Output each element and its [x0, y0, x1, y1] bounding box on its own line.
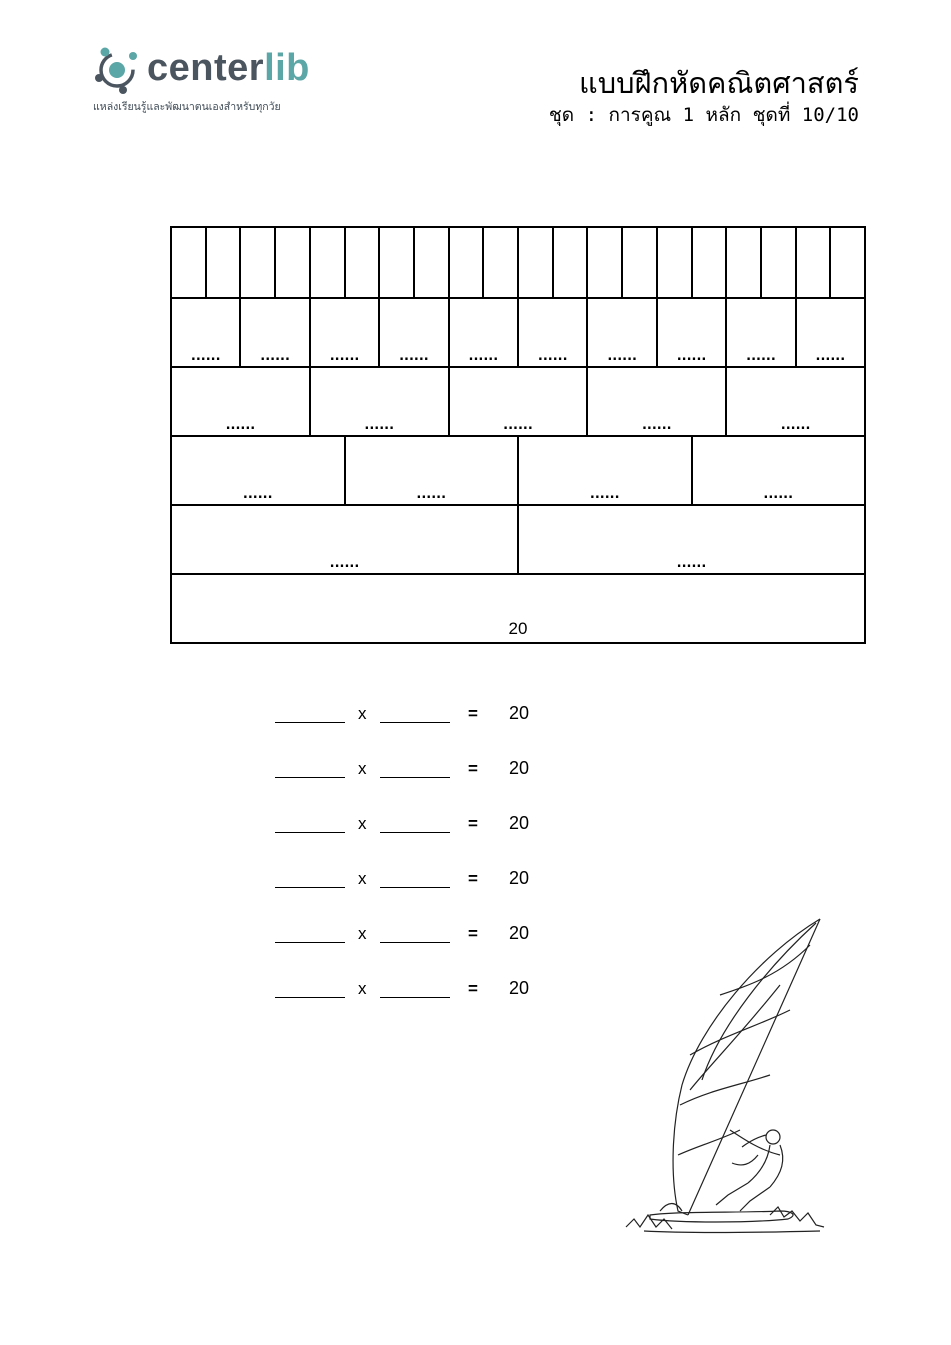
factor-blank[interactable] — [275, 942, 345, 943]
product-value: 20 — [509, 813, 530, 833]
grid-cell[interactable] — [448, 299, 517, 366]
blank-placeholder: ...... — [260, 349, 290, 364]
factor-blank[interactable] — [380, 777, 450, 778]
equals-sign: = — [468, 979, 478, 998]
grid-cell[interactable] — [760, 228, 795, 297]
blank-placeholder: ...... — [503, 418, 533, 433]
equals-sign: = — [468, 759, 478, 778]
blank-placeholder: ...... — [815, 349, 846, 364]
blank-placeholder: ...... — [607, 349, 637, 364]
grid-cell[interactable] — [172, 228, 205, 297]
factor-blank[interactable] — [275, 832, 345, 833]
equation-row — [275, 810, 575, 840]
grid-row — [172, 435, 864, 504]
equation-row — [275, 975, 575, 1005]
grid-cell[interactable] — [239, 228, 274, 297]
grid-cell[interactable] — [239, 299, 308, 366]
grid-cell[interactable] — [378, 299, 447, 366]
grid-cell[interactable] — [517, 228, 552, 297]
grid-cell[interactable] — [829, 228, 864, 297]
page-title: แบบฝึกหัดคณิตศาสตร์ — [579, 66, 859, 100]
page-subtitle: ชุด : การคูณ 1 หลัก ชุดที่ 10/10 — [548, 104, 859, 126]
grid-cell[interactable] — [172, 506, 517, 573]
equation-row — [275, 865, 575, 895]
blank-placeholder: ...... — [763, 487, 794, 502]
multiply-sign: x — [358, 979, 367, 998]
grid-cell[interactable] — [172, 299, 239, 366]
factor-blank[interactable] — [275, 777, 345, 778]
grid-cell[interactable] — [274, 228, 309, 297]
multiply-sign: x — [358, 704, 367, 723]
grid-cell[interactable] — [725, 368, 864, 435]
product-value: 20 — [509, 978, 530, 998]
blank-placeholder: ...... — [242, 487, 273, 502]
grid-cell[interactable] — [448, 228, 483, 297]
blank-placeholder: ...... — [537, 349, 568, 364]
grid-cell[interactable] — [309, 228, 344, 297]
grid-cell[interactable] — [309, 368, 448, 435]
grid-cell[interactable] — [413, 228, 448, 297]
multiply-sign: x — [358, 814, 367, 833]
equation-row — [275, 920, 575, 950]
grid-cell[interactable] — [172, 368, 309, 435]
blank-placeholder: ...... — [589, 487, 620, 502]
number-bond-grid — [170, 226, 866, 644]
grid-row — [172, 504, 864, 573]
blank-placeholder: ...... — [416, 487, 447, 502]
logo-tagline: แหล่งเรียนรู้และพัฒนาตนเองสำหรับทุกวัย — [93, 101, 281, 113]
equals-sign: = — [468, 924, 478, 943]
factor-blank[interactable] — [275, 722, 345, 723]
product-value: 20 — [509, 923, 530, 943]
brand-logo — [93, 40, 353, 120]
blank-placeholder: ...... — [190, 349, 221, 364]
equals-sign: = — [468, 814, 478, 833]
windsurfer-icon — [620, 915, 830, 1235]
grid-cell[interactable] — [725, 228, 760, 297]
blank-placeholder: ...... — [399, 349, 429, 364]
factor-blank[interactable] — [275, 997, 345, 998]
equals-sign: = — [468, 869, 478, 888]
grid-cell[interactable] — [344, 437, 518, 504]
blank-placeholder: ...... — [780, 418, 811, 433]
grid-cell[interactable] — [691, 228, 726, 297]
blank-placeholder: ...... — [468, 349, 499, 364]
grid-cell[interactable] — [586, 228, 621, 297]
grid-row — [172, 573, 864, 642]
grid-cell[interactable] — [725, 299, 794, 366]
blank-placeholder: ...... — [676, 556, 707, 571]
grid-cell[interactable] — [205, 228, 240, 297]
grid-cell[interactable] — [586, 299, 655, 366]
blank-placeholder: ...... — [364, 418, 395, 433]
grid-cell[interactable] — [172, 575, 864, 642]
multiply-sign: x — [358, 924, 367, 943]
multiply-sign: x — [358, 759, 367, 778]
grid-cell[interactable] — [378, 228, 413, 297]
grid-cell[interactable] — [656, 228, 691, 297]
equals-sign: = — [468, 704, 478, 723]
grid-cell[interactable] — [482, 228, 517, 297]
grid-row — [172, 228, 864, 297]
factor-blank[interactable] — [380, 832, 450, 833]
equation-row — [275, 755, 575, 785]
grid-cell[interactable] — [691, 437, 865, 504]
factor-blank[interactable] — [380, 722, 450, 723]
grid-cell[interactable] — [517, 506, 864, 573]
blank-placeholder: ...... — [641, 418, 672, 433]
factor-blank[interactable] — [275, 887, 345, 888]
total-value: 20 — [508, 619, 528, 638]
grid-cell[interactable] — [517, 299, 586, 366]
logo-wordmark: centerlib — [147, 47, 310, 89]
grid-cell[interactable] — [586, 368, 725, 435]
grid-cell[interactable] — [448, 368, 587, 435]
grid-cell[interactable] — [344, 228, 379, 297]
grid-cell[interactable] — [172, 437, 344, 504]
product-value: 20 — [509, 868, 530, 888]
factor-blank[interactable] — [380, 997, 450, 998]
product-value: 20 — [509, 758, 530, 778]
factor-blank[interactable] — [380, 942, 450, 943]
logo-mark-icon — [93, 44, 145, 96]
blank-placeholder: ...... — [746, 349, 776, 364]
blank-placeholder: ...... — [225, 418, 256, 433]
grid-cell[interactable] — [621, 228, 656, 297]
grid-row — [172, 297, 864, 366]
grid-cell[interactable] — [656, 299, 725, 366]
multiply-sign: x — [358, 869, 367, 888]
grid-row — [172, 366, 864, 435]
grid-cell[interactable] — [795, 228, 830, 297]
equation-row — [275, 700, 575, 730]
grid-cell[interactable] — [795, 299, 864, 366]
product-value: 20 — [509, 703, 530, 723]
blank-placeholder: ...... — [329, 349, 360, 364]
grid-cell[interactable] — [552, 228, 587, 297]
factor-blank[interactable] — [380, 887, 450, 888]
grid-cell[interactable] — [517, 437, 691, 504]
blank-placeholder: ...... — [676, 349, 707, 364]
grid-cell[interactable] — [309, 299, 378, 366]
blank-placeholder: ...... — [329, 556, 360, 571]
